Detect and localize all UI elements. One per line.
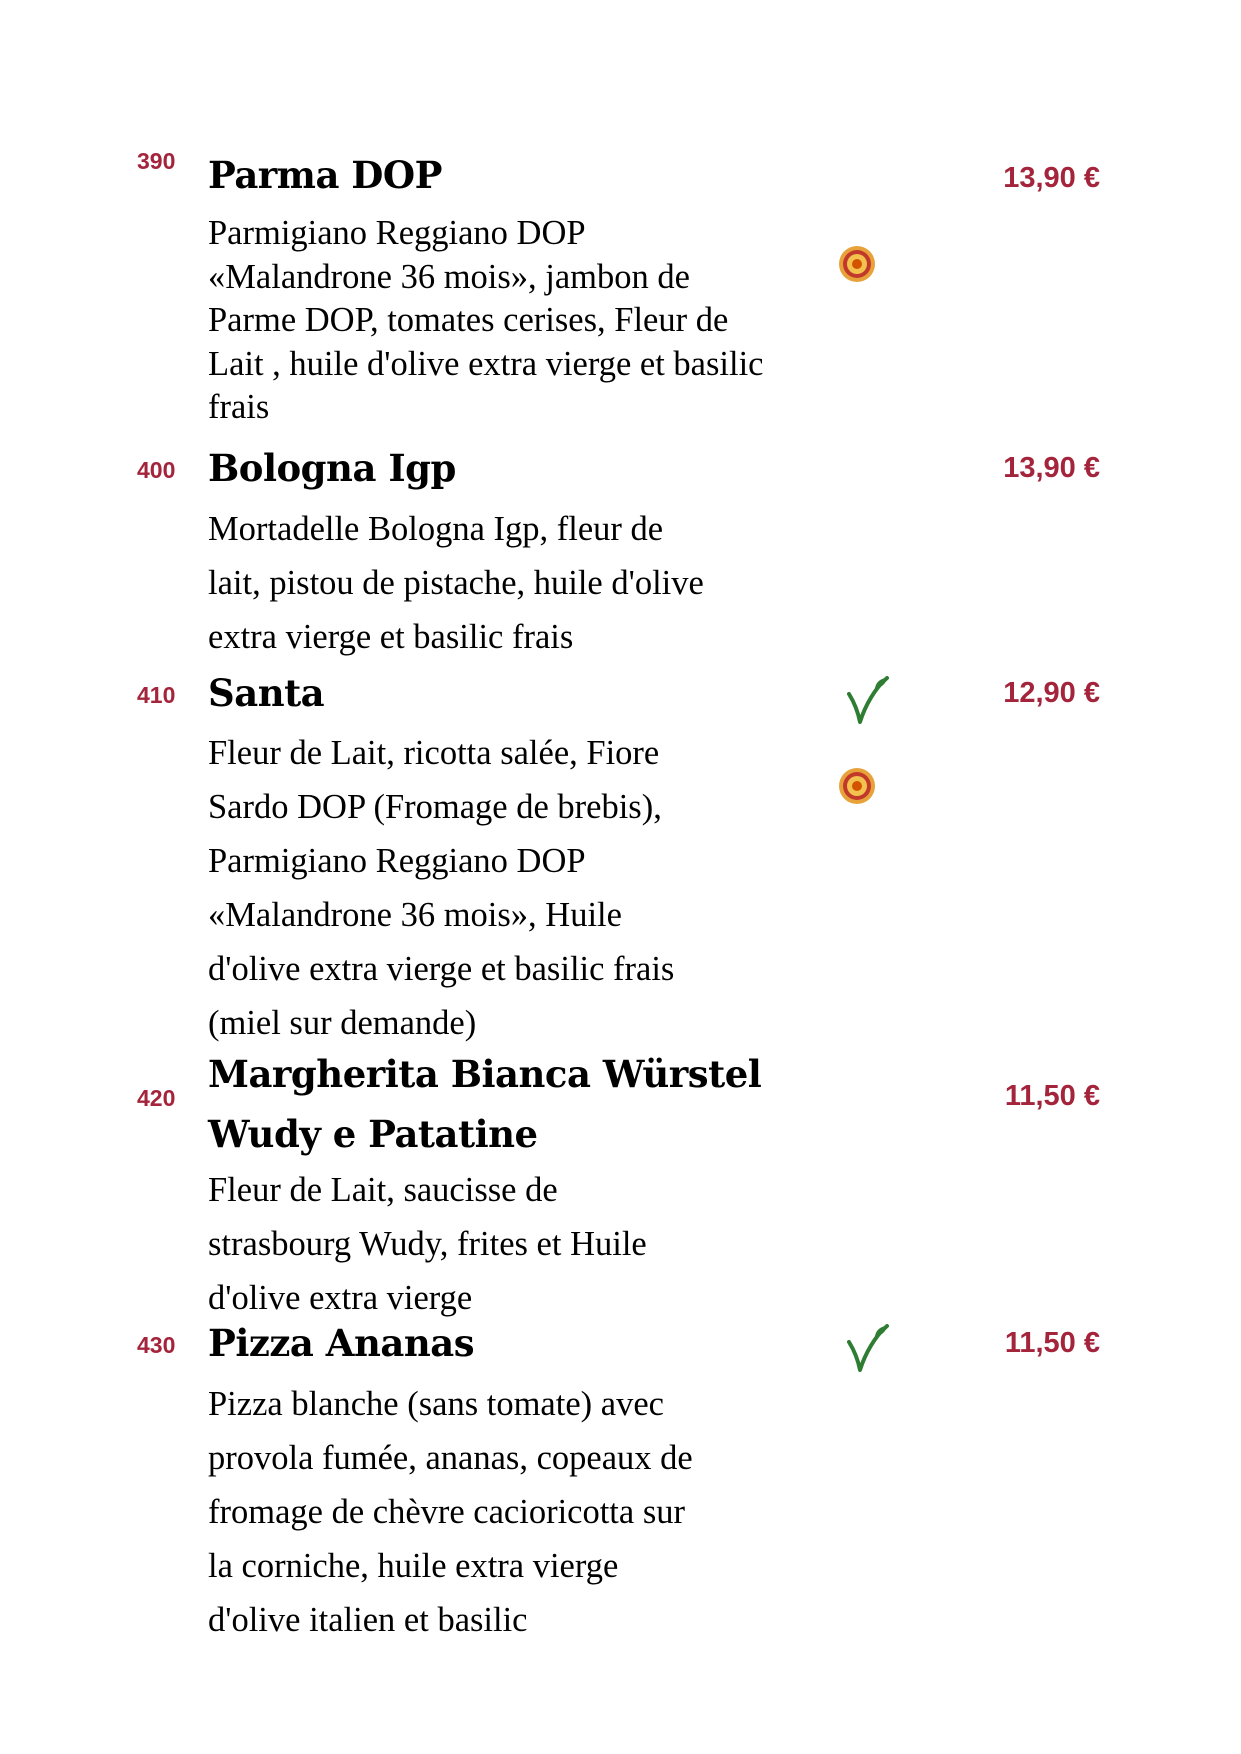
- description-line: Parmigiano Reggiano DOP: [208, 842, 586, 880]
- vegetarian-v-icon: [845, 672, 895, 724]
- description-line: d'olive extra vierge et basilic frais: [208, 950, 675, 988]
- description-line: Sardo DOP (Fromage de brebis),: [208, 788, 662, 826]
- description-line: provola fumée, ananas, copeaux de: [208, 1439, 693, 1477]
- item-name-line: Pizza Ananas: [208, 1321, 475, 1365]
- description-line: Parme DOP, tomates cerises, Fleur de: [208, 301, 729, 339]
- description-line: «Malandrone 36 mois», jambon de: [208, 257, 690, 296]
- item-name-line: Bologna Igp: [208, 446, 456, 490]
- item-name: [208, 1044, 761, 1164]
- description-line: «Malandrone 36 mois», Huile: [208, 896, 622, 934]
- description-line: d'olive extra vierge: [208, 1279, 473, 1317]
- vegetarian-v-icon: [845, 1320, 895, 1372]
- item-description: [208, 502, 818, 664]
- item-number: 400: [137, 457, 176, 483]
- description-line: Lait , huile d'olive extra vierge et basilic: [208, 344, 764, 383]
- item-number: 390: [137, 148, 176, 174]
- item-number: 420: [137, 1085, 176, 1111]
- item-description: [208, 1377, 818, 1647]
- description-line: la corniche, huile extra vierge: [208, 1547, 619, 1585]
- item-description: [208, 1163, 818, 1325]
- item-description: [208, 726, 818, 1050]
- dop-seal-icon: [838, 767, 876, 805]
- item-name-line: Wudy e Patatine: [208, 1112, 538, 1156]
- item-name-line: Margherita Bianca Würstel: [208, 1052, 762, 1096]
- description-line: lait, pistou de pistache, huile d'olive: [208, 564, 704, 602]
- description-line: frais: [208, 388, 270, 426]
- item-name: [208, 446, 456, 490]
- item-name: [208, 671, 324, 715]
- description-line: Fleur de Lait, saucisse de: [208, 1171, 558, 1209]
- description-line: extra vierge et basilic frais: [208, 618, 574, 656]
- description-line: Fleur de Lait, ricotta salée, Fiore: [208, 734, 660, 772]
- description-line: strasbourg Wudy, frites et Huile: [208, 1225, 647, 1263]
- description-line: (miel sur demande): [208, 1004, 477, 1042]
- item-price: 11,50 €: [1004, 1327, 1100, 1359]
- description-line: fromage de chèvre cacioricotta sur: [208, 1493, 685, 1531]
- item-price: 12,90 €: [1003, 677, 1100, 709]
- item-description: [208, 212, 818, 430]
- item-price: 11,50 €: [1004, 1080, 1100, 1112]
- description-line: d'olive italien et basilic: [208, 1601, 528, 1639]
- description-line: Mortadelle Bologna Igp, fleur de: [208, 510, 664, 548]
- item-name: [208, 1321, 474, 1365]
- item-name: [208, 153, 442, 197]
- item-price: 13,90 €: [1003, 452, 1100, 484]
- item-number: 430: [137, 1332, 176, 1358]
- item-number: 410: [137, 682, 176, 708]
- item-name-line: Parma DOP: [208, 153, 442, 197]
- item-name-line: Santa: [208, 671, 325, 715]
- dop-seal-icon: [838, 245, 876, 283]
- description-line: Parmigiano Reggiano DOP: [208, 214, 586, 252]
- item-price: 13,90 €: [1003, 162, 1100, 194]
- description-line: Pizza blanche (sans tomate) avec: [208, 1385, 664, 1423]
